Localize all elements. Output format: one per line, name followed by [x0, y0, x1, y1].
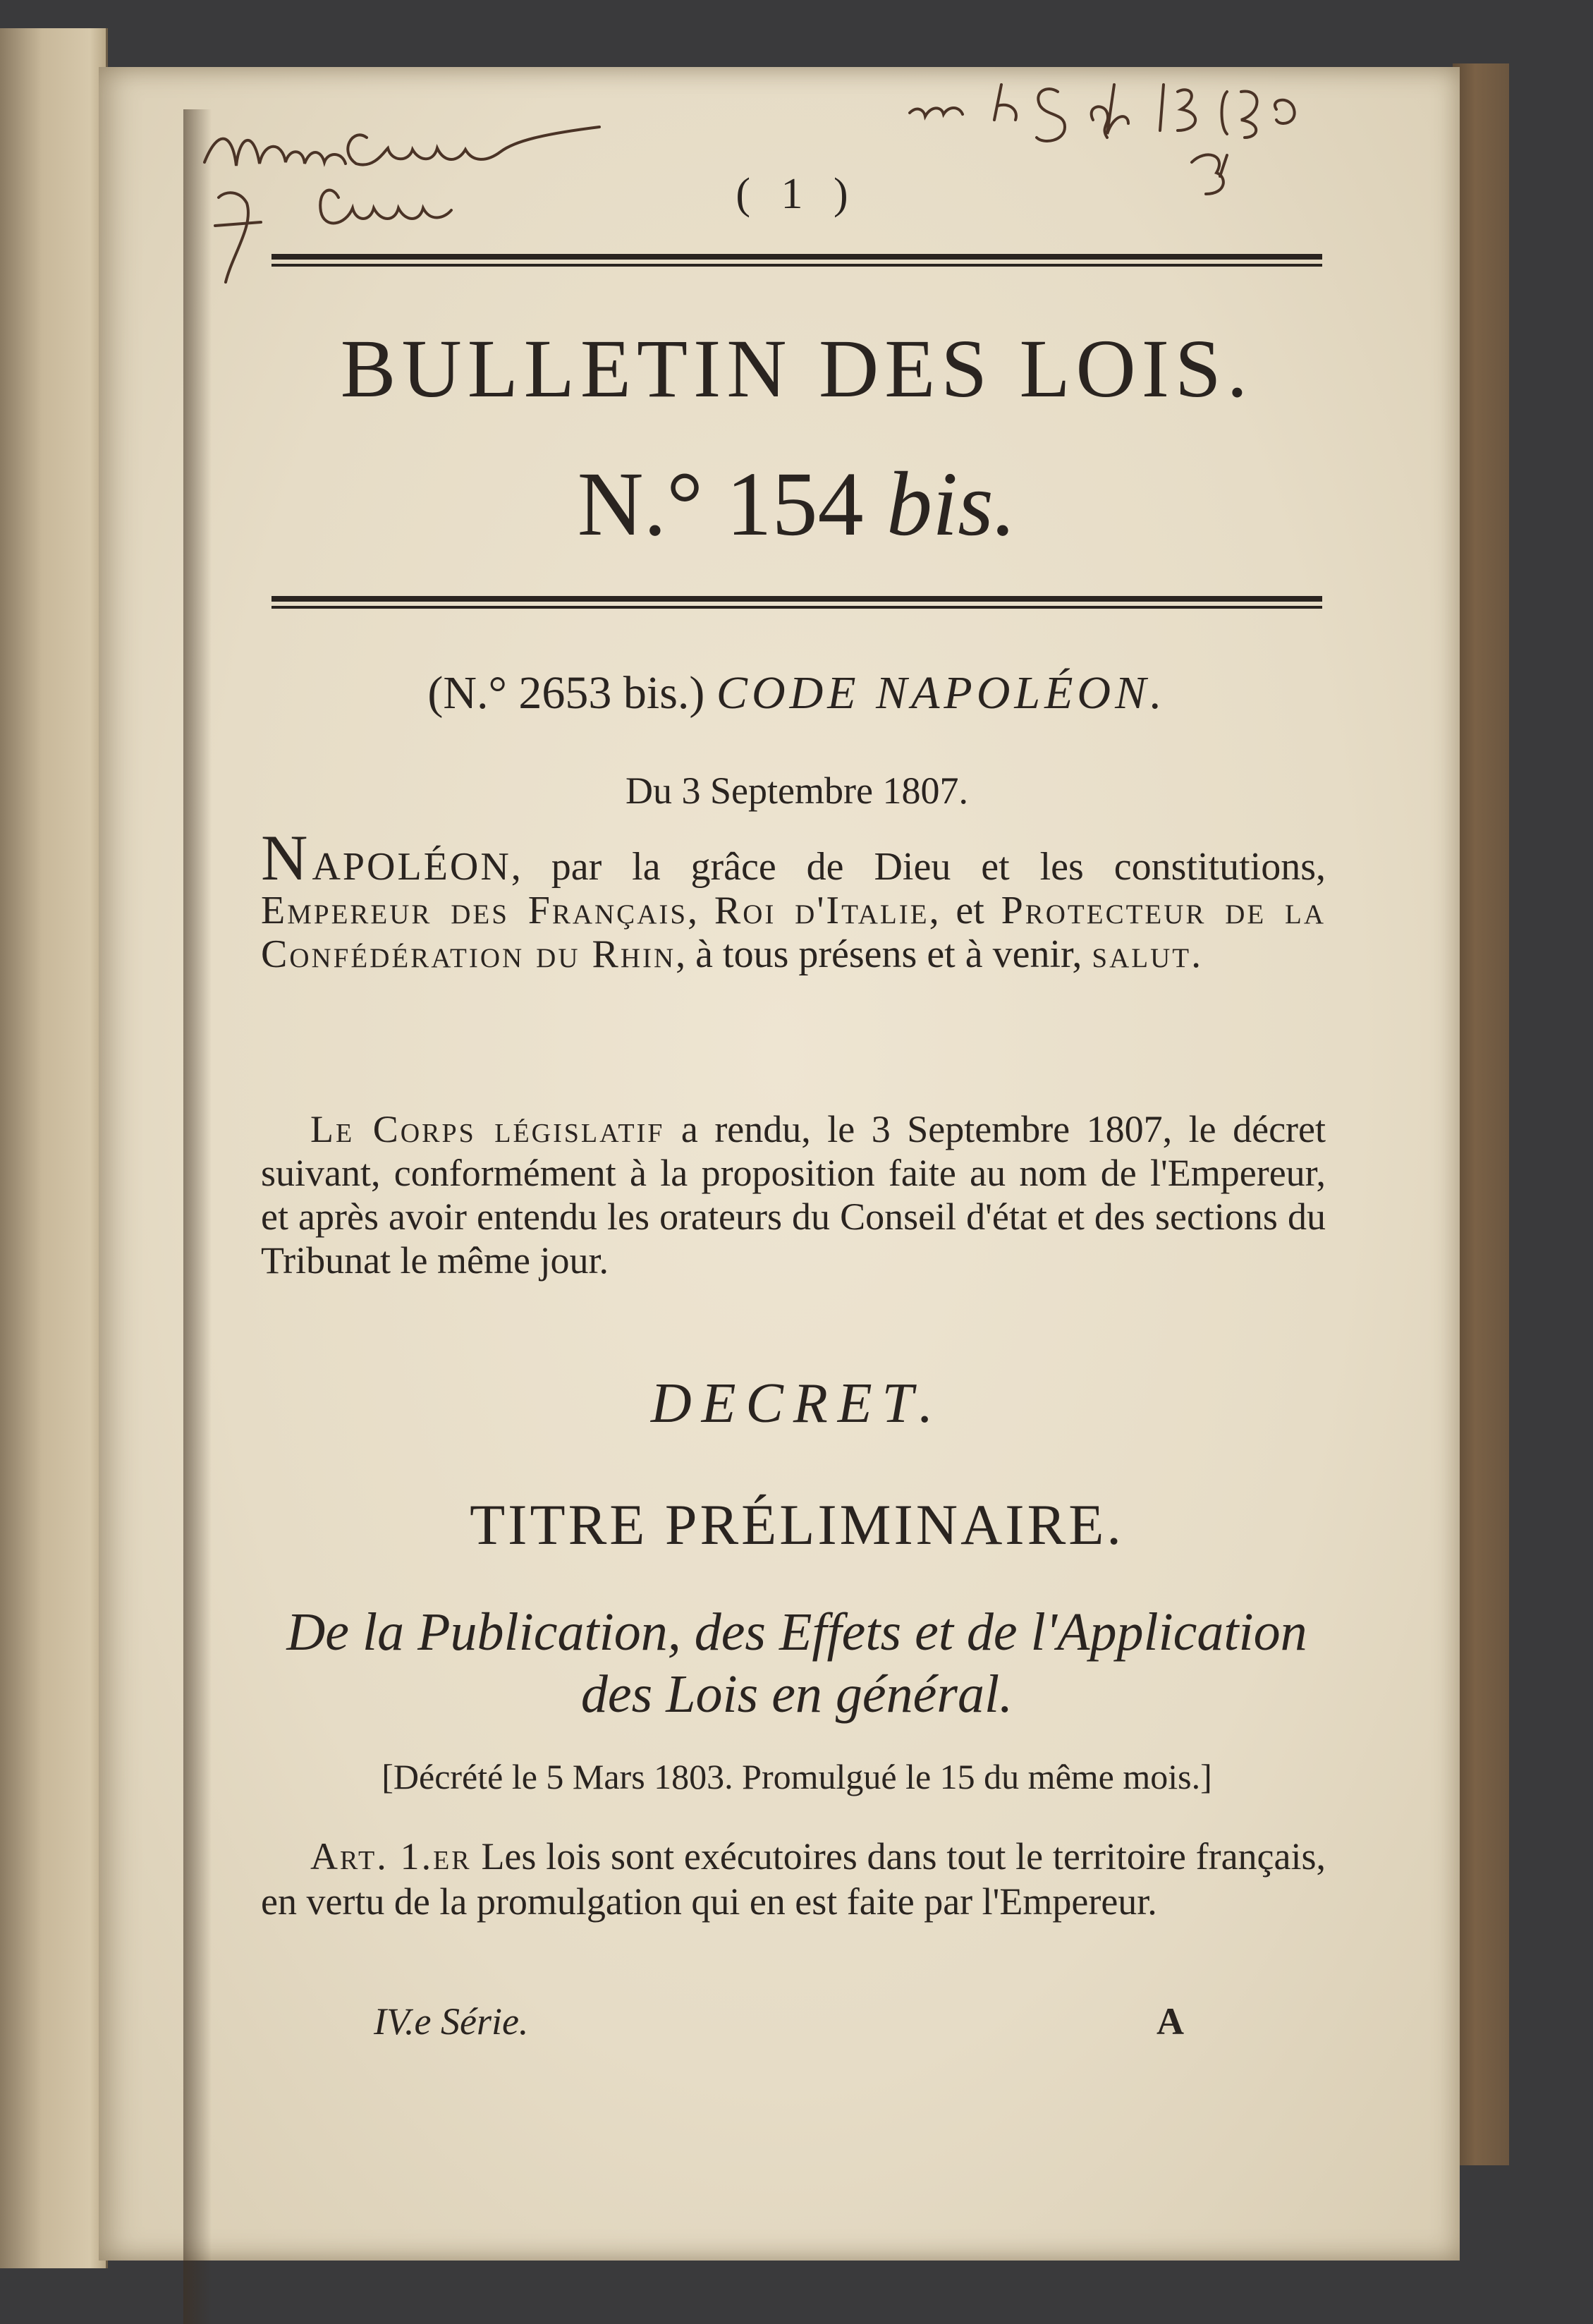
salut-word: salut. — [1092, 932, 1204, 976]
titre-subheading-line1: De la Publication, des Effets et de l'Application — [286, 1602, 1307, 1662]
spine-shadow — [183, 109, 212, 2324]
left-page-edge — [0, 28, 108, 2268]
subheading — [268, 667, 1326, 720]
subheading-number: (N.° 2653 bis.) — [427, 667, 716, 719]
top-rule — [271, 254, 1322, 269]
handwritten-note-left — [176, 85, 712, 317]
corps-legislatif-paragraph — [261, 1107, 1326, 1282]
protecteur-title: Protecteur de la Confédération du Rhin — [261, 889, 1326, 976]
bottom-rule — [271, 596, 1322, 612]
bulletin-number-prefix: N.° 154 — [577, 454, 887, 555]
book-cover-edge — [1453, 63, 1509, 2165]
roi-title: Roi d'Italie — [714, 889, 929, 932]
series-label: IV.e Série. — [374, 2000, 529, 2043]
document-title: BULLETIN DES LOIS. — [340, 322, 1254, 415]
preamble-text: , à tous présens et à venir, — [676, 932, 1092, 976]
decret-heading: DECRET. — [650, 1373, 944, 1435]
drop-capital: N — [261, 822, 312, 894]
decree-date: Du 3 Septembre 1807. — [625, 769, 968, 812]
corps-legislatif: Le Corps législatif — [310, 1108, 665, 1150]
titre-subheading — [254, 1601, 1340, 1725]
empereur-title: Empereur des Français — [261, 889, 688, 932]
preamble-paragraph — [261, 822, 1326, 976]
preamble-text: , par la grâce de Dieu et les constitutions, — [511, 845, 1326, 889]
article-label: Art. 1.er — [310, 1835, 472, 1878]
signature-mark: A — [1156, 2000, 1184, 2043]
bulletin-number-suffix: bis. — [886, 454, 1017, 555]
handwritten-note-right — [896, 71, 1375, 233]
titre-subheading-line2: des Lois en général. — [580, 1665, 1013, 1724]
emperor-name: APOLÉON — [312, 845, 511, 889]
paragraph-text: a rendu, le 3 Septembre 1807, le décret suivant, conformément à la proposition faite au nom de l'Empereur, et après avoir entendu les orateurs du Conseil d'état et des sections du Tribunat le même jour. — [261, 1108, 1326, 1282]
preamble-text: , — [688, 889, 714, 932]
page-number: ( 1 ) — [736, 170, 858, 218]
preamble-text: , et — [929, 889, 1001, 932]
subheading-title: CODE NAPOLÉON. — [716, 667, 1166, 719]
article-text: Les lois sont exécutoires dans tout le territoire français, en vertu de la promulgation qui en est faite par l'Empereur. — [261, 1835, 1326, 1923]
bulletin-number — [268, 451, 1326, 557]
article-paragraph — [261, 1834, 1326, 1924]
decreted-note: [Décrété le 5 Mars 1803. Promulgué le 15 du même mois.] — [382, 1757, 1212, 1796]
titre-heading: TITRE PRÉLIMINAIRE. — [470, 1492, 1124, 1557]
